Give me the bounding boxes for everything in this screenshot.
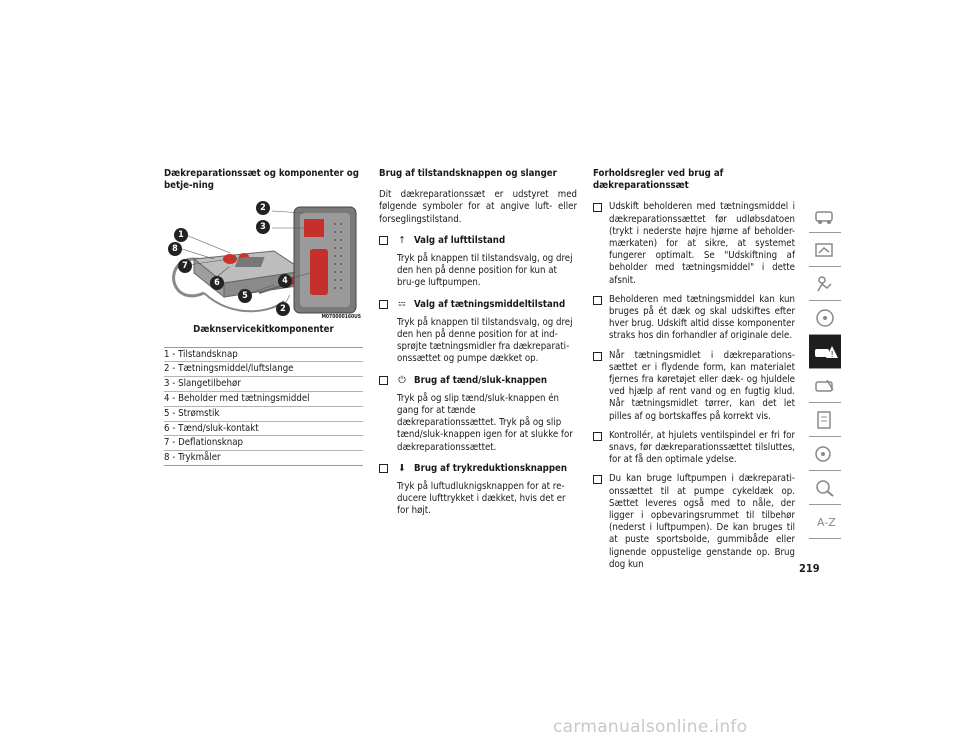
tab-specifications-icon[interactable] [809,403,841,437]
symbol-label: Brug af tænd/sluk-knappen [414,374,548,386]
legend-item: 2 - Tætningsmiddel/luftslange [164,361,363,376]
svg-text:A-Z: A-Z [817,515,836,529]
column-mode-buttons [379,168,577,527]
tab-controls-icon[interactable] [809,233,841,267]
bullet-box-icon [379,464,388,473]
tab-index-icon[interactable] [809,505,841,539]
symbol-label: Brug af trykreduktionsknappen [414,462,568,474]
section-title-precautions: Forholdsregler ved brug af dækreparationssæt [593,168,724,192]
callout-3: 3 [256,220,270,234]
legend-item: 1 - Tilstandsknap [164,348,238,360]
symbol-label: Valg af tætningsmiddeltilstand [414,298,566,310]
symbol-label: Valg af lufttilstand [414,234,506,246]
legend-item: 7 - Deflationsknap [164,435,363,450]
symbol-deflation [379,463,577,475]
car-service-icon [813,376,837,396]
callout-1: 1 [174,228,188,242]
symbol-air-mode [379,235,577,247]
bullet-box-icon [593,203,602,212]
tire-kit-figure [164,201,363,321]
bullet-box-icon [379,376,388,385]
callout-2-bottom: 2 [276,302,290,316]
svg-text:!: ! [830,349,834,359]
legend-item: 6 - Tænd/sluk-kontakt [164,421,363,436]
symbol-description: Tryk på knappen til tilstandsvalg, og drej den hen på denne position for kun at bru-ge luftpumpen. [397,253,573,289]
steering-wheel-icon [813,308,837,328]
symbol-description: Tryk på luftudluknigsknappen for at re-ducere lufttrykket i dækket, hvis det er for højt. [397,481,566,517]
legend-item: 5 - Strømstik [164,406,363,421]
chapter-tabs [809,199,841,539]
bullet-text: Når tætningsmidlet i dækreparations-sættet er i flydende form, kan materialet fjernes fra køretøjet eller dæk- og hjuldele ved hjælp af rent vand og en fugtig klud. Når tætningsmidlet tørrer, kan det let pilles af og bortskaffes på korrekt vis. [609,349,795,422]
tire-kit-illustration [164,201,363,321]
tab-emergency-icon[interactable] [809,335,841,369]
legend-item: 4 - Beholder med tætningsmiddel [164,391,363,406]
column-components [164,168,363,466]
precaution-bullet [593,350,795,423]
callout-7: 7 [178,259,192,273]
symbol-description: Tryk på knappen til tilstandsvalg, og drej den hen på denne position for at ind-sprøjte tætningsmidler fra dækreparati-onssættet og pumpe dækket op. [397,316,573,365]
tab-getting-to-know-icon[interactable] [809,199,841,233]
precaution-bullet [593,473,795,571]
legend-item: 3 - Slangetilbehør [164,376,363,391]
bullet-box-icon [593,475,602,484]
watermark: carmanualsonline.info [553,717,748,737]
column-precautions [593,168,795,578]
component-legend [164,347,363,466]
multimedia-icon [813,444,837,464]
tab-customer-assistance-icon[interactable] [809,471,841,505]
precaution-bullet [593,430,795,467]
bullet-box-icon [379,236,388,245]
section-title-mode: Brug af tilstandsknappen og slanger [379,168,557,179]
dashboard-icon [813,240,837,260]
section-title-components: Dækreparationssæt og komponenter og betje-ning [164,168,359,192]
callout-4: 4 [278,274,292,288]
power-icon: ⏻ [398,374,406,386]
tab-driving-icon[interactable] [809,301,841,335]
document-icon [813,410,837,430]
car-icon [813,206,837,226]
bullet-text: Beholderen med tætningsmiddel kan kun bruges på ét dæk og skal udskiftes efter hver brug. Udskift altid disse komponenter straks hos din forhandler af originale dele. [609,293,795,342]
precaution-bullet [593,201,795,286]
symbol-description: Tryk på og slip tænd/sluk-knappen én gang for at tænde dækreparationssættet. Tryk på og slip tænd/sluk-knappen igen for at slukke for dækreparationssættet. [397,392,573,453]
sealant-mode-icon: 𝌄 [398,298,406,310]
callout-5: 5 [238,289,252,303]
precaution-bullet [593,294,795,343]
bullet-text: Kontrollér, at hjulets ventilspindel er fri for snavs, før dækreparationssættet tilsluttes, for at få den optimale ydelse. [609,429,795,466]
bullet-box-icon [593,352,602,361]
airbag-icon [813,274,837,294]
callout-6: 6 [210,276,224,290]
tab-servicing-icon[interactable] [809,369,841,403]
bullet-box-icon [379,300,388,309]
figure-caption: Dæknservicekitkomponenter [193,324,334,336]
bullet-text: Udskift beholderen med tætningsmiddel i dækreparationssættet før udløbsdatoen (trykt i nederste højre hjørne af beholder-mærkaten) for at sikre, at systemet fungerer optimalt. Se "Udskiftning af beholder med tætningsmiddel" i dette afsnit. [609,201,795,286]
symbol-sealant-mode [379,299,577,311]
page-number: 219 [799,562,820,575]
figure-code: M070000160US [321,314,361,321]
warning-triangle-icon [812,342,838,362]
search-icon [813,478,837,498]
bullet-box-icon [593,296,602,305]
deflation-icon: ⬇ [398,462,406,474]
air-mode-icon: ↑ [398,234,406,246]
bullet-box-icon [593,432,602,441]
callout-8: 8 [168,242,182,256]
tab-multimedia-icon[interactable] [809,437,841,471]
symbol-power [379,375,577,387]
callout-2-top: 2 [256,201,270,215]
legend-item: 8 - Trykmåler [164,450,363,465]
intro-paragraph: Dit dækreparationssæt er udstyret med følgende symboler for at angive luft- eller forseglingstilstand. [379,189,577,225]
bullet-text: Du kan bruge luftpumpen i dækreparati-onssættet til at pumpe cykeldæk op. Sættet leveres også med to nåle, der ligger i opbevaringsrummet til tilbehør (nederst i luftpumpen). De kan bruges til at puste sportsbolde, gummibåde eller lignende oppustelige genstande op. Brug dog kun [609,473,795,570]
index-icon [813,512,837,532]
tab-safety-icon[interactable] [809,267,841,301]
